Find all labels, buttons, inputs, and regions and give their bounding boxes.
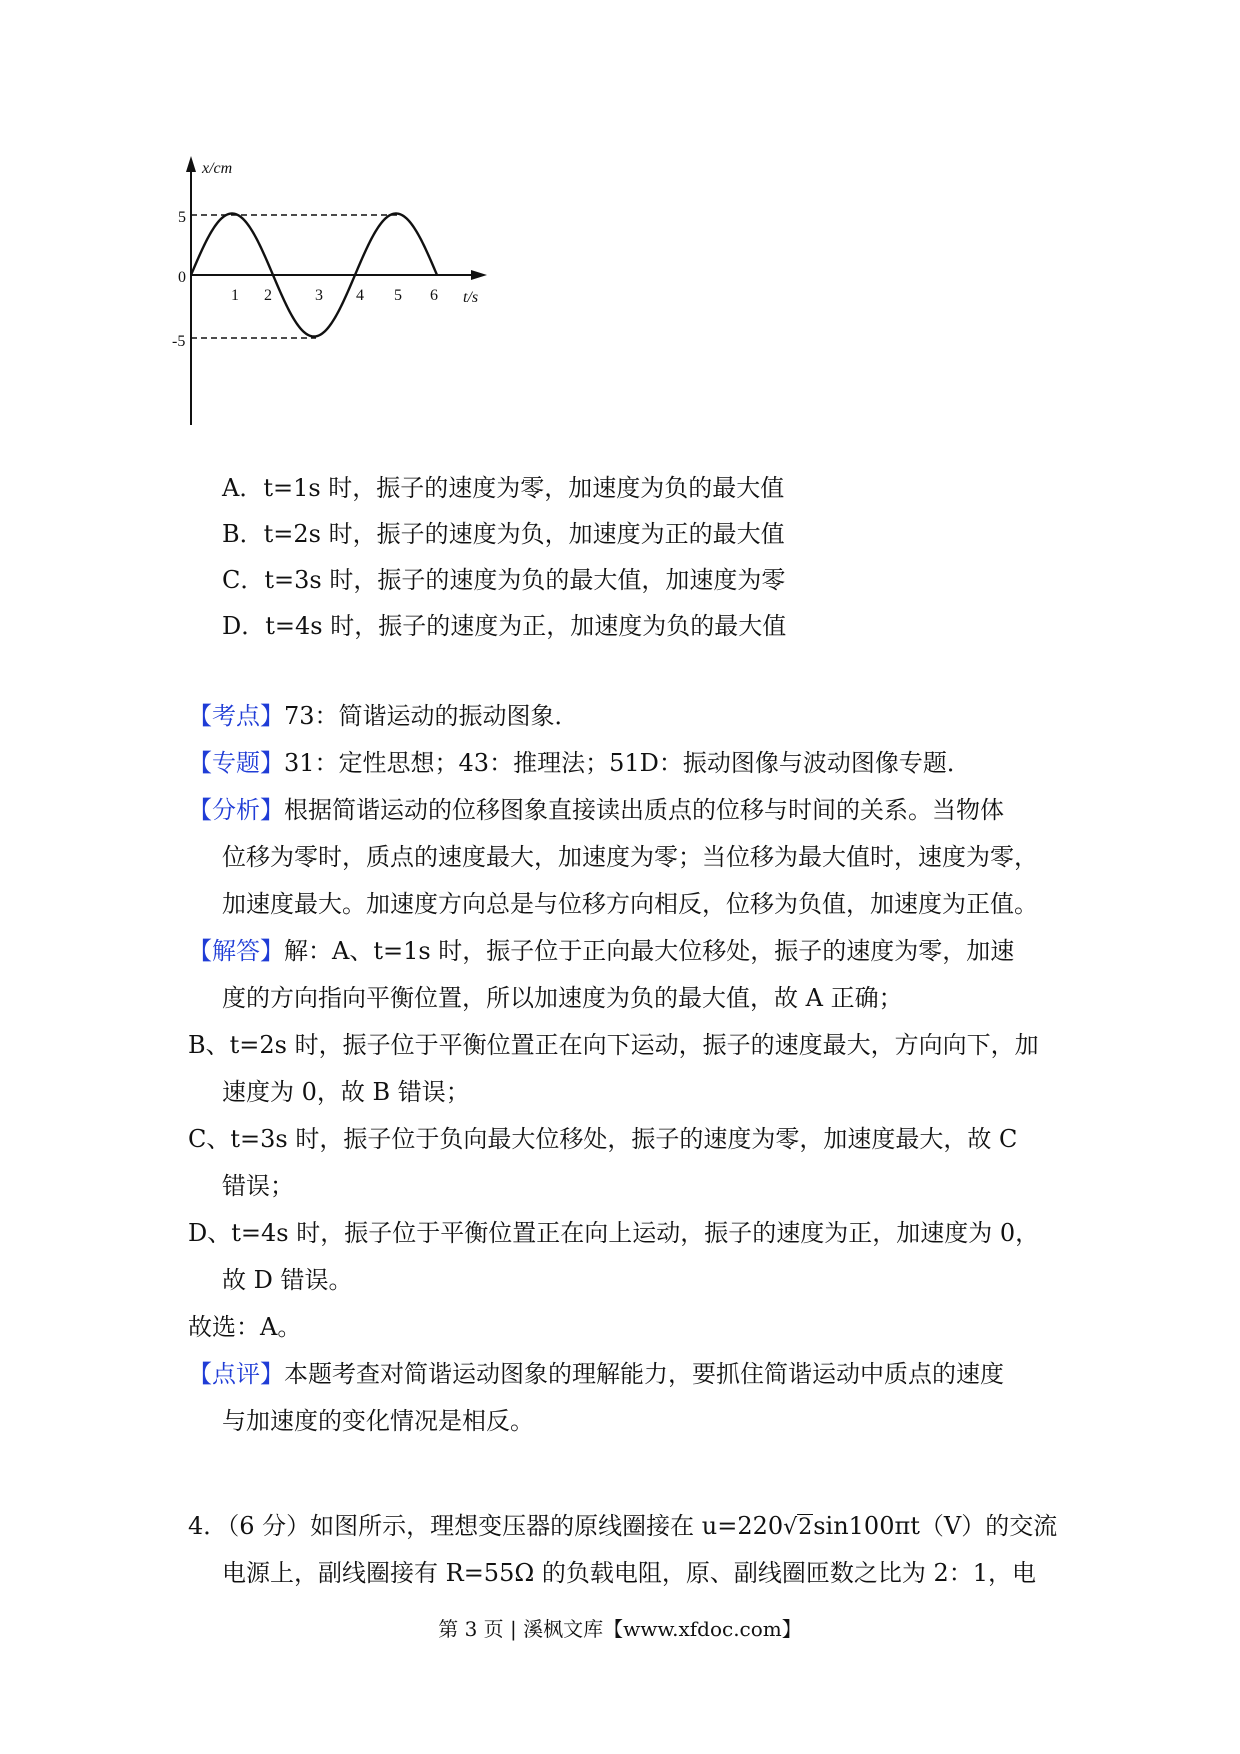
fenxi-text: 位移为零时，质点的速度最大，加速度为零；当位移为最大值时，速度为零，: [222, 843, 1038, 871]
dianping-text: 本题考查对简谐运动图象的理解能力，要抓住简谐运动中质点的速度: [284, 1360, 1004, 1388]
zhuanti-line: [188, 740, 1068, 787]
x-tick-label: 2: [264, 287, 272, 304]
option-a: A．t=1s 时，振子的速度为零，加速度为负的最大值: [222, 474, 785, 502]
question-4-line-2: 电源上，副线圈接有 R=55Ω 的负载电阻，原、副线圈匝数之比为 2：1，电: [222, 1559, 1037, 1587]
page-footer: 第 3 页 | 溪枫文库【www.xfdoc.com】: [438, 1617, 802, 1641]
x-axis-arrow: [471, 270, 487, 280]
kaodian-tag: 【考点】: [188, 702, 284, 730]
jieda-answer: 故选：A。: [188, 1313, 302, 1341]
dianping-line: [188, 1351, 1068, 1398]
fenxi-text: 根据简谐运动的位移图象直接读出质点的位移与时间的关系。当物体: [284, 796, 1004, 824]
jieda-tag: 【解答】: [188, 937, 284, 965]
dianping-text: 与加速度的变化情况是相反。: [222, 1407, 534, 1435]
y-axis-arrow: [186, 156, 196, 172]
question-4: [188, 1503, 1068, 1597]
kaodian-line: [188, 693, 1068, 740]
kaodian-text: 73：简谐运动的振动图象．: [284, 702, 579, 730]
x-tick-label: 6: [430, 287, 438, 304]
jieda-text: 度的方向指向平衡位置，所以加速度为负的最大值，故 A 正确；: [222, 984, 903, 1012]
vibration-graph: [172, 160, 555, 430]
zhuanti-tag: 【专题】: [188, 749, 284, 777]
fenxi-tag: 【分析】: [188, 796, 284, 824]
dianping-tag: 【点评】: [188, 1360, 284, 1388]
sqrt-symbol: √2: [783, 1515, 813, 1540]
zhuanti-text: 31：定性思想；43：推理法；51D：振动图像与波动图像专题．: [284, 749, 971, 777]
jieda-text: 故 D 错误。: [222, 1266, 353, 1294]
sqrt-radicand: 2: [798, 1515, 813, 1540]
graph-canvas: [172, 160, 555, 430]
fenxi-line: [188, 787, 1068, 834]
x-axis-label: t/s: [463, 289, 479, 306]
jieda-text: B、t=2s 时，振子位于平衡位置正在向下运动，振子的速度最大，方向向下，加: [188, 1031, 1039, 1059]
x-tick-label: 1: [231, 287, 239, 304]
jieda-line: [188, 928, 1068, 975]
option-d: D．t=4s 时，振子的速度为正，加速度为负的最大值: [222, 612, 787, 640]
option-b: B．t=2s 时，振子的速度为负，加速度为正的最大值: [222, 520, 785, 548]
y-tick-label: 5: [178, 209, 186, 226]
y-tick-label: -5: [172, 333, 186, 350]
y-tick-label: 0: [178, 269, 186, 286]
jieda-text: 解：A、t=1s 时，振子位于正向最大位移处，振子的速度为零，加速: [284, 937, 1015, 965]
jieda-text: 错误；: [222, 1172, 294, 1200]
y-axis-label: x/cm: [202, 160, 233, 177]
jieda-text: C、t=3s 时，振子位于负向最大位移处，振子的速度为零，加速度最大，故 C: [188, 1125, 1018, 1153]
x-tick-label: 5: [394, 287, 402, 304]
x-tick-label: 4: [356, 287, 364, 304]
x-tick-label: 3: [315, 287, 323, 304]
question-4-suffix: sin100πt（V）的交流: [813, 1512, 1058, 1540]
jieda-text: D、t=4s 时，振子位于平衡位置正在向上运动，振子的速度为正，加速度为 0，: [188, 1219, 1040, 1247]
fenxi-text: 加速度最大。加速度方向总是与位移方向相反，位移为负值，加速度为正值。: [222, 890, 1038, 918]
jieda-text: 速度为 0，故 B 错误；: [222, 1078, 470, 1106]
question-4-prefix: 4．（6 分）如图所示，理想变压器的原线圈接在 u=220: [188, 1512, 784, 1540]
option-c: C．t=3s 时，振子的速度为负的最大值，加速度为零: [222, 566, 786, 594]
question-4-line-1: [188, 1503, 1068, 1550]
answer-options: [222, 465, 1122, 649]
analysis-section: [188, 693, 1068, 1445]
